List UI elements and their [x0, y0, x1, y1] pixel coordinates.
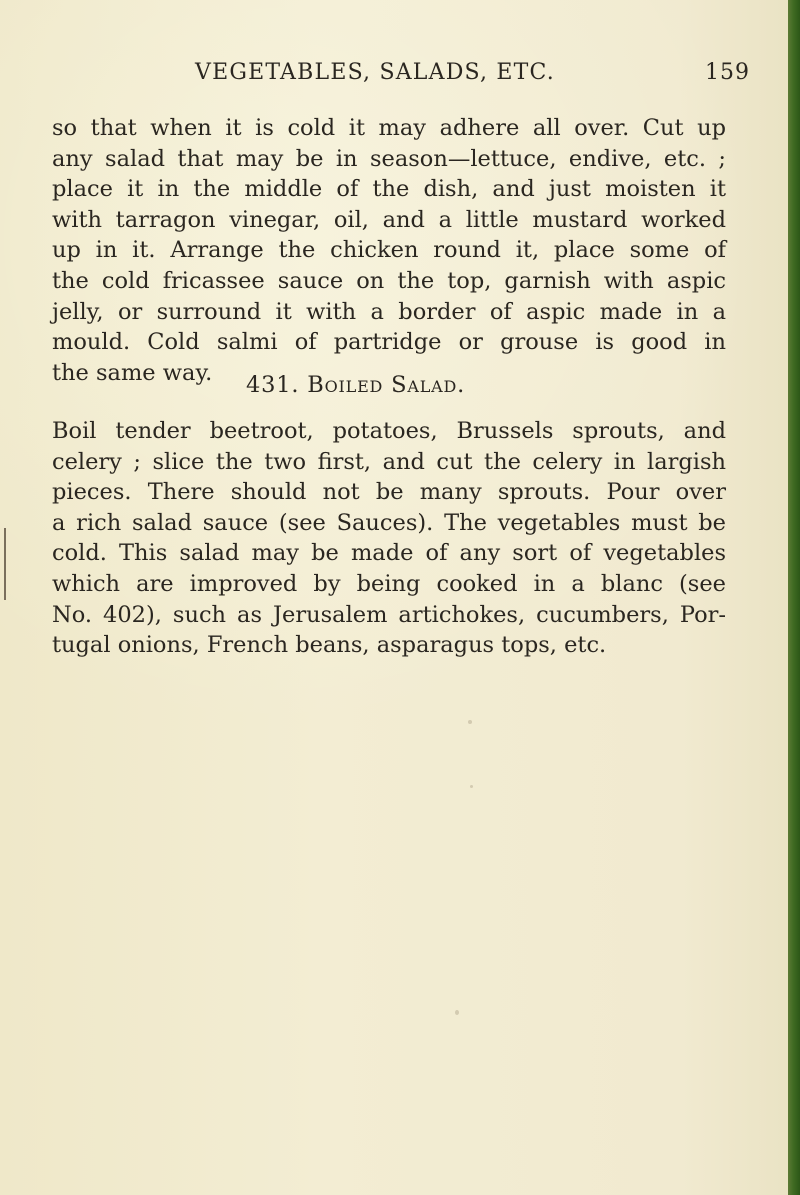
text-line: which are improved by being cooked in a blanc (see: [52, 570, 726, 597]
paper-speck: [455, 1010, 459, 1015]
text-line: cold. This salad may be made of any sort of vegetables: [52, 540, 726, 567]
running-head: [50, 60, 750, 98]
text-line: pieces. There should not be many sprouts. Pour over: [52, 479, 726, 506]
text-line: up in it. Arrange the chicken round it, place some of: [52, 237, 726, 264]
margin-mark: [4, 528, 6, 600]
recipe-number: 431.: [246, 372, 300, 398]
text-line: celery ; slice the two first, and cut the celery in largish: [52, 448, 726, 475]
text-line: with tarragon vinegar, oil, and a little mustard worked: [52, 206, 726, 233]
text-line: any salad that may be in season—lettuce, endive, etc. ;: [52, 145, 726, 172]
page-edge-binding: [788, 0, 800, 1195]
text-line: No. 402), such as Jerusalem artichokes, cucumbers, Por-: [52, 601, 726, 628]
running-title: VEGETABLES, SALADS, ETC.: [195, 60, 555, 85]
intro-paragraph: [52, 113, 726, 388]
text-line: place it in the middle of the dish, and just moisten it: [52, 176, 726, 203]
text-line: tugal onions, French beans, asparagus tops, etc.: [52, 632, 607, 659]
paper-speck: [468, 720, 472, 724]
paper-speck: [470, 785, 473, 788]
text-line: mould. Cold salmi of partridge or grouse is good in: [52, 329, 726, 356]
recipe-heading: [246, 372, 465, 398]
text-line: the cold fricassee sauce on the top, garnish with aspic: [52, 267, 726, 294]
text-line: the same way.: [52, 359, 213, 386]
page-number: 159: [705, 60, 750, 85]
text-line: so that when it is cold it may adhere all over. Cut up: [52, 115, 726, 141]
recipe-title: Boiled Salad.: [307, 372, 466, 398]
text-line: Boil tender beetroot, potatoes, Brussels sprouts, and: [52, 418, 726, 444]
text-line: jelly, or surround it with a border of aspic made in a: [52, 298, 726, 325]
text-line: a rich salad sauce (see Sauces). The vegetables must be: [52, 509, 726, 536]
recipe-paragraph: [52, 416, 726, 661]
